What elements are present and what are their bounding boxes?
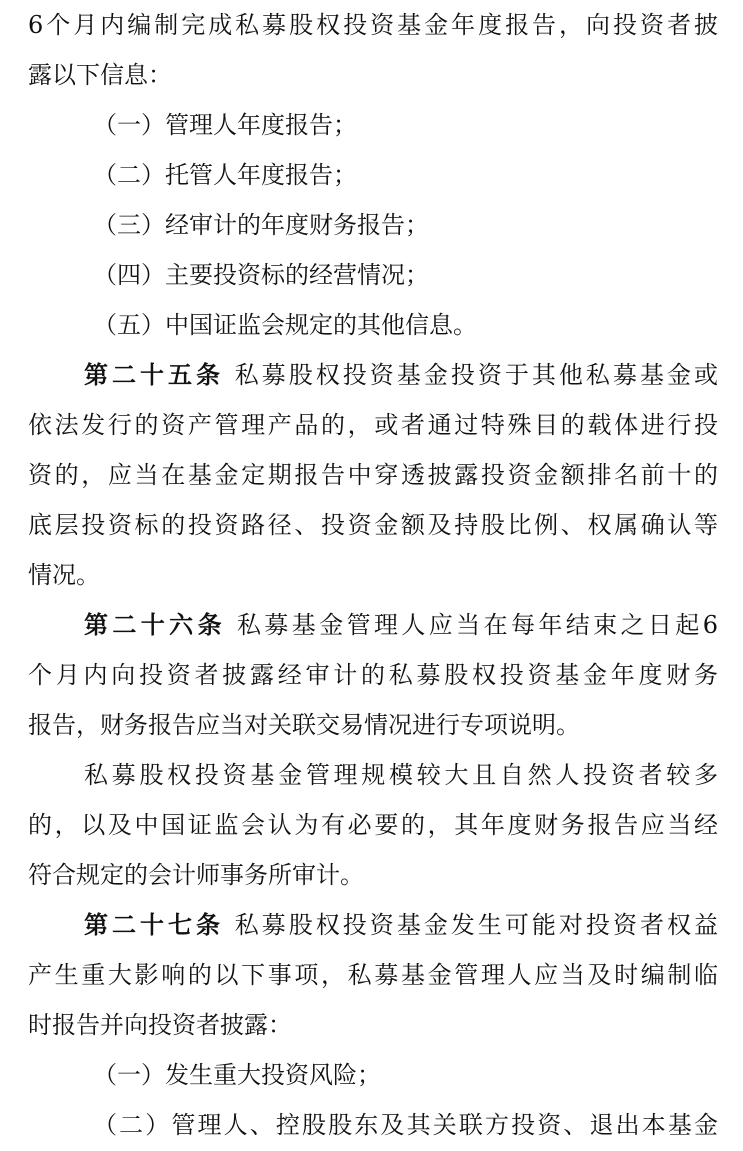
paragraph-first-line: 私募股权投资基金管理规模较大且自然人投资者较多	[84, 761, 718, 789]
article-27-text: 私募股权投资基金发生可能对投资者权益	[234, 911, 718, 939]
text-line: 产生重大影响的以下事项，私募基金管理人应当及时编制临	[28, 961, 718, 989]
article-26-text: 私募基金管理人应当在每年结束之日起6	[237, 611, 718, 639]
list-item: （三）经审计的年度财务报告；	[93, 211, 429, 239]
text-line: 情况。	[28, 561, 100, 589]
text-line: 依法发行的资产管理产品的，或者通过特殊目的载体进行投	[28, 411, 718, 439]
article-25-text: 私募股权投资基金投资于其他私募基金或	[234, 361, 718, 389]
text-line: 的，以及中国证监会认为有必要的，其年度财务报告应当经	[28, 811, 718, 839]
article-25-first-line	[84, 358, 718, 392]
list-item: （四）主要投资标的经营情况；	[93, 261, 429, 289]
list-item: （一）发生重大投资风险；	[93, 1061, 381, 1089]
list-item: （一）管理人年度报告；	[93, 111, 357, 139]
article-27-first-line	[84, 908, 718, 942]
list-item: （五）中国证监会规定的其他信息。	[93, 311, 477, 339]
text-line: 6个月内编制完成私募股权投资基金年度报告，向投资者披	[28, 11, 718, 39]
article-27-title: 第二十七条	[84, 910, 225, 939]
text-line: 报告，财务报告应当对关联交易情况进行专项说明。	[28, 711, 580, 739]
article-26-title: 第二十六条	[84, 610, 226, 639]
article-25-title: 第二十五条	[84, 360, 225, 389]
article-26-first-line	[84, 608, 718, 642]
text-line: 个月内向投资者披露经审计的私募股权投资基金年度财务	[28, 661, 718, 689]
text-line: 露以下信息：	[28, 61, 172, 89]
text-line: 资的，应当在基金定期报告中穿透披露投资金额排名前十的	[28, 461, 718, 489]
list-item: （二）管理人、控股股东及其关联方投资、退出本基金	[93, 1111, 718, 1139]
text-line: 时报告并向投资者披露：	[28, 1011, 292, 1039]
text-line: 符合规定的会计师事务所审计。	[28, 861, 364, 889]
text-line: 底层投资标的投资路径、投资金额及持股比例、权属确认等	[28, 511, 718, 539]
list-item: （二）托管人年度报告；	[93, 161, 357, 189]
